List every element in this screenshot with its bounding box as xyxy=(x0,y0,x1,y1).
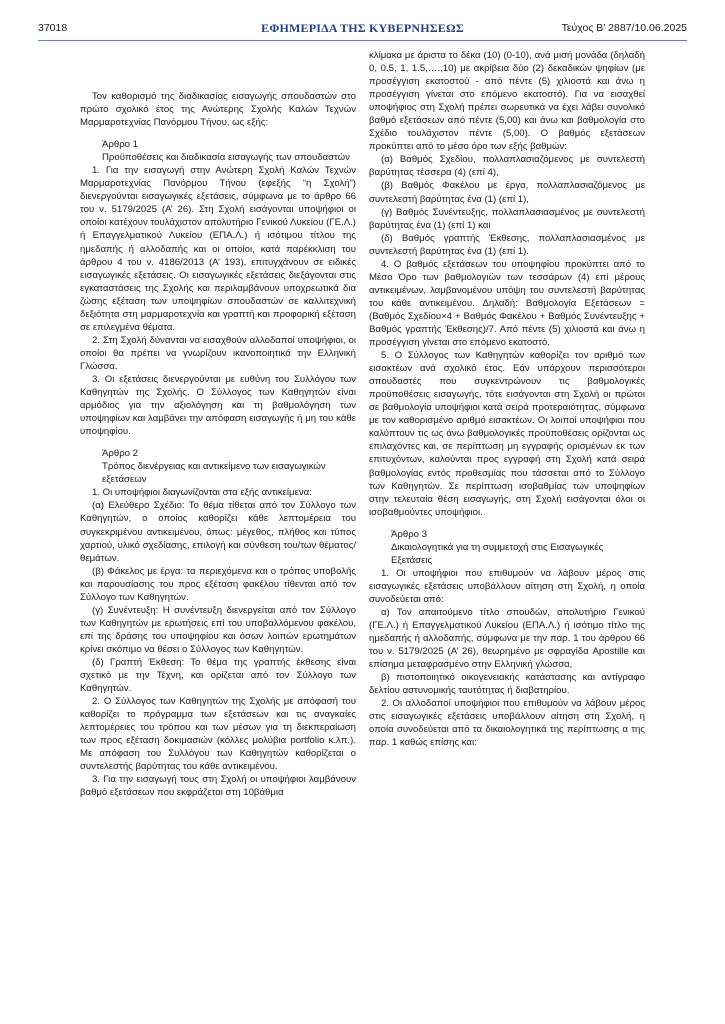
page-number: 37018 xyxy=(38,22,68,34)
article-2-item: (γ) Συνέντευξη: Η συνέντευξη διενεργείται από τον Σύλλογο των Καθηγητών με ερωτήσεις επί του υποβαλλόμενου φακέλου, επί της δράσης του υποψηφίου και όσων λοιπών ερωτημάτων κρίνει σκόπιμο να θέσει ο Σύλλογος των Καθηγητών. xyxy=(80,604,356,655)
article-1-paragraph: 1. Για την εισαγωγή στην Ανώτερη Σχολή Καλών Τεχνών Μαρμαροτεχνίας Πανόρμου Τήνου (εφεξής “η Σχολή”) διενεργούνται εισαγωγικές εξετάσεις, σύμφωνα με το άρθρο 66 του ν. 5179/2025 (Α’ 26). Στη Σχολή εισάγονται υποψήφιοι οι οποίοι κατέχουν τουλάχιστον απολυτήριο Γενικού Λυκείου (ΓΕ.Λ.) ή Επαγγελματικού Λυκείου (ΕΠΑ.Λ.) ή ισότιμου τίτλου της ημεδαπής ή αλλοδαπής και οι οποίοι, κατά παρέκκλιση του άρθρου 4 του ν. 4186/2013 (Α’ 193), επιτυγχάνουν σε ειδικές εισαγωγικές εξετάσεις. Οι εισαγωγικές εξετάσεις διεξάγονται στις εγκαταστάσεις της Σχολής και περιλαμβάνουν υποχρεωτικά δια ζώσης εξέταση των υποψηφίων σπουδαστών σε καλλιτεχνική δεξιότητα στη μαρμαροτεχνία και γραπτή και προφορική εξέταση σε επιλεγμένα θέματα. xyxy=(80,165,356,333)
article-2-paragraph: 4. Ο βαθμός εξετάσεων του υποψηφίου προκύπτει από το Μέσο Όρο των βαθμολογιών των τεσσάρων (4) επί μέρους αντικειμένων, λαμβανομένου υπόψη του συντελεστή βαρύτητας του κάθε αντικειμένου. Δηλαδή: Βαθμολογία Εξετάσεων = (Βαθμός Σχεδίου×4 + Βαθμός Φακέλου + Βαθμός Συνέντευξης + Βαθμός γραπτής Έκθεσης)/7. Από πέντε (5) χιλιοστά και άνω η προσέγγιση γίνεται στο επόμενο εκατοστό. xyxy=(369,258,645,349)
header-rule xyxy=(38,40,687,41)
article-2-item: (δ) Γραπτή Έκθεση: Το θέμα της γραπτής έκθεσης είναι σχετικό με την Τέχνη, και ορίζεται από τον Σύλλογο των Καθηγητών. xyxy=(80,656,356,695)
article-3-paragraph: 2. Οι αλλοδαποί υποψήφιοι που επιθυμούν να λάβουν μέρος στις εισαγωγικές εξετάσεις υποβάλλουν αίτηση στη Σχολή, η οποία συνοδεύεται από τα δικαιολογητικά της περίπτωσης α της παρ. 1 καθώς επίσης και: xyxy=(369,698,645,749)
grade-item: (γ) Βαθμός Συνέντευξης, πολλαπλασιασμένος με συντελεστή βαρύτητας ένα (1) (επί 1) και xyxy=(369,206,645,231)
article-2-paragraph: 1. Οι υποψήφιοι διαγωνίζονται στα εξής αντικείμενα: xyxy=(92,487,312,499)
article-1-paragraph: 3. Οι εξετάσεις διενεργούνται με ευθύνη του Συλλόγου των Καθηγητών της Σχολής. Ο Σύλλογος των Καθηγητών είναι αρμόδιος για την αξιολόγηση και τη βαθμολόγηση των υποψηφίων και λαμβάνει την απόφαση εισαγωγής ή μη του κάθε υποψηφίου. xyxy=(80,373,356,438)
article-2-paragraph: 5. Ο Σύλλογος των Καθηγητών καθορίζει τον αριθμό των εισακτέων ανά σχολικό έτος. Εάν υπάρχουν περισσότεροι σπουδαστές που συγκεντρώνουν τις βαθμολογικές προϋποθέσεις εισαγωγής, τότε εισάγονται στη Σχολή οι πρώτοι σε βαθμολογία υποψήφιοι κατά σειρά προτεραιότητας, σύμφωνα με τον καθορισμένο αριθμό εισακτέων. Οι λοιποί υποψήφιοι που καλύπτουν τις ως άνω βαθμολογικές προϋποθέσεις ορίζονται ως επιλαχόντες και, σε περίπτωση μη εγγραφής ορισμένων εκ των επιτυχόντων, καλούνται προς εγγραφή στη Σχολή κατά σειρά βαθμολογίας εντός προθεσμίας που τάσσεται από το Σύλλογο των Καθηγητών. Σε περίπτωση ισοβαθμίας των υποψηφίων στην τελευταία θέση εισαγωγής, στη Σχολή εισάγονται όλοι οι ισοβαθμούντες υποψήφιοι. xyxy=(369,350,645,518)
continued-paragraph: κλίμακα με άριστα το δέκα (10) (0-10), ανά μισή μονάδα (δηλαδή 0, 0.5, 1, 1.5,….,10) με ακρίβεια δύο (2) δεκαδικών ψηφίων (με προσέγγιση εκατοστού - από πέντε (5) χιλιοστά και άνω η προσέγγιση γίνεται στο επόμενο εκατοστό). Για να εισαχθεί υποψήφιος στη Σχολή πρέπει σωρευτικά να έχει λάβει συνολικό βαθμό εξετάσεων από πέντε (5,00) και άνω και βαθμολογία στο Σχέδιο τουλάχιστον πέντε (5,00). Ο βαθμός εξετάσεων προκύπτει από το μέσο όρο των εξής βαθμών: xyxy=(369,50,645,153)
right-column xyxy=(369,49,645,749)
article-3-item: α) Τον απαιτούμενο τίτλο σπουδών, απολυτήριο Γενικού (ΓΕ.Λ.) ή Επαγγελματικού Λυκείου (ΕΠΑ.Λ.) ή ισότιμο τίτλο της ημεδαπής ή αλλοδαπής, σύμφωνα με την παρ. 1 του άρθρου 66 του ν. 5179/2025 (Α’ 26), θεωρημένο με σφραγίδα Apostille και επίσημα μεταφρασμένο στην Ελληνική γλώσσα, xyxy=(369,606,645,671)
article-2-paragraph: 3. Για την εισαγωγή τους στη Σχολή οι υποψήφιοι λαμβάνουν βαθμό εξετάσεων που εκφράζεται στη 10βάθμια xyxy=(80,774,356,799)
issue-reference: Τεύχος Β’ 2887/10.06.2025 xyxy=(561,22,687,34)
article-2-subtitle: Τρόπος διενέργειας και αντικείμενο των εισαγωγικών εξετάσεων xyxy=(102,461,326,486)
article-1-title: Άρθρο 1 xyxy=(102,139,138,151)
article-2-title: Άρθρο 2 xyxy=(102,448,138,460)
article-3-title: Άρθρο 3 xyxy=(391,528,427,540)
grade-item: (δ) Βαθμός γραπτής Έκθεσης, πολλαπλασιασμένος με συντελεστή βαρύτητας ένα (1) (επί 1). xyxy=(369,232,645,257)
left-column xyxy=(80,90,356,799)
article-2-item: (α) Ελεύθερο Σχέδιο: Το θέμα τίθεται από τον Σύλλογο των Καθηγητών, ο οποίος καθορίζει κάθε λεπτομέρεια του συγκεκριμένου αντικειμένου, όπως: μέγεθος, πλήθος και τύπος χαρτιού, υλικό σχεδίασης, επιλογή και σύνθεση του/των θέματος/θεμάτων. xyxy=(80,500,356,564)
intro-paragraph: Τον καθορισμό της διαδικασίας εισαγωγής σπουδαστών στο πρώτο σχολικό έτος της Ανώτερης Σχολής Καλών Τεχνών Μαρμαροτεχνίας Πανόρμου Τήνου, ως εξής: xyxy=(80,91,356,129)
article-3-subtitle: Δικαιολογητικά για τη συμμετοχή στις Εισαγωγικές Εξετάσεις xyxy=(391,541,604,566)
article-1-subtitle: Προϋποθέσεις και διαδικασία εισαγωγής των σπουδαστών xyxy=(102,152,350,164)
article-2-paragraph: 2. Ο Σύλλογος των Καθηγητών της Σχολής με απόφασή του καθορίζει το πρόγραμμα των εξετάσεων και τις αναγκαίες λεπτομέρειες του τρόπου και των μέσων για τη διεκπεραίωση των προς εξέταση δοκιμασιών (κόλλες μολύβια portfolio κ.λπ.). Με απόφαση του Συλλόγου των Καθηγητών καθορίζεται ο συντελεστής βαρύτητας του κάθε αντικειμένου. xyxy=(80,696,356,773)
article-3-item: β) πιστοποιητικό οικογενειακής κατάστασης και αντίγραφο δελτίου αστυνομικής ταυτότητας ή διαβατηρίου. xyxy=(369,672,645,697)
gazette-title: ΕΦΗΜΕΡΙΔΑ ΤΗΣ ΚΥΒΕΡΝΗΣΕΩΣ xyxy=(261,21,464,35)
article-3-paragraph: 1. Οι υποψήφιοι που επιθυμούν να λάβουν μέρος στις εισαγωγικές εξετάσεις υποβάλλουν αίτηση στη Σχολή, η οποία συνοδεύεται από: xyxy=(369,567,645,605)
grade-item: (α) Βαθμός Σχεδίου, πολλαπλασιαζόμενος με συντελεστή βαρύτητας τέσσερα (4) (επί 4), xyxy=(369,154,645,179)
grade-item: (β) Βαθμός Φακέλου με έργα, πολλαπλασιαζόμενος με συντελεστή βαρύτητας ένα (1) (επί 1), xyxy=(369,180,645,205)
article-1-paragraph: 2. Στη Σχολή δύνανται να εισαχθούν αλλοδαποί υποψήφιοι, οι οποίοι θα πρέπει να γνωρίζουν ικανοποιητικά την Ελληνική Γλώσσα. xyxy=(80,334,356,372)
article-2-item: (β) Φάκελος με έργα: τα περιεχόμενα και ο τρόπος υποβολής και παρουσίασης του προς εξέταση φακέλου τίθενται από τον Σύλλογο των Καθηγητών. xyxy=(80,565,356,603)
page-header xyxy=(38,20,687,40)
